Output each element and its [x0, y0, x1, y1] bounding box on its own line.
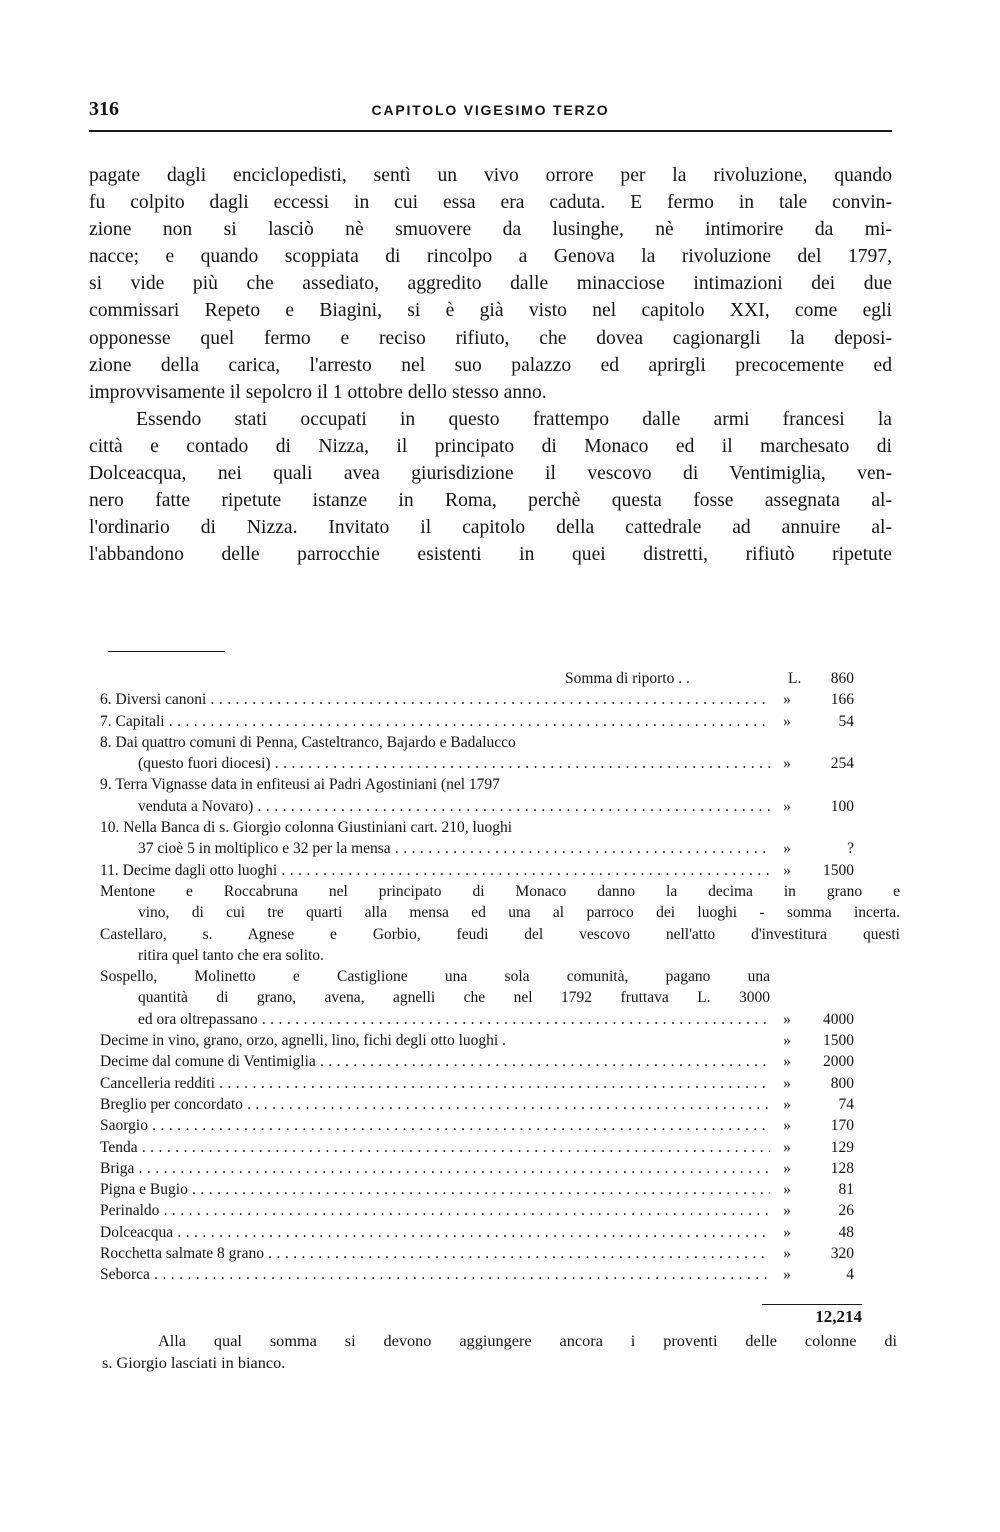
text-line: l'abbandono delle parrocchie esistenti in quei distretti, rifiutò ripetute [89, 544, 892, 566]
ledger-value: 48 [838, 1223, 854, 1241]
ditto-mark: » [783, 1032, 791, 1050]
ledger-note: quantità di grano, avena, agnelli che nel 1792 fruttava L. 3000 [138, 989, 770, 1007]
text-line: zione non si lasciò nè smuovere da lusinghe, nè intimorire da mi- [89, 219, 892, 241]
ledger-value: 81 [838, 1181, 854, 1199]
ledger-note: Sospello, Molinetto e Castiglione una sola comunità, pagano una [100, 968, 770, 986]
ledger-value: 1500 [823, 1032, 854, 1050]
ledger-row [100, 753, 900, 774]
ditto-mark: » [783, 1181, 791, 1199]
footnote-divider [108, 651, 225, 652]
ledger-value: 2000 [823, 1053, 854, 1071]
ledger-row [100, 774, 900, 795]
ditto-mark: » [783, 1117, 791, 1135]
ledger-label: 37 cioè 5 in moltiplico e 32 per la mensa . . . [138, 838, 770, 859]
ledger-row [100, 1051, 900, 1072]
chapter-title: CAPITOLO VIGESIMO TERZO [371, 102, 610, 118]
ditto-mark: » [783, 1266, 791, 1284]
ledger-row [100, 860, 900, 881]
ledger-label: Tenda . . . [100, 1137, 770, 1158]
ditto-mark: » [783, 797, 791, 815]
ledger-value: ? [847, 840, 854, 858]
text-line: commissari Repeto e Biagini, si è già visto nel capitolo XXI, come egli [89, 300, 892, 322]
ditto-mark: » [783, 1074, 791, 1092]
ledger-row [100, 1243, 900, 1264]
ledger-value: 170 [830, 1117, 854, 1135]
text-line: Dolceacqua, nei quali avea giurisdizione il vescovo di Ventimiglia, ven- [89, 463, 892, 485]
ledger-label: venduta a Novaro) . . . [138, 796, 770, 817]
ledger-row [100, 1115, 900, 1136]
ledger-label: (questo fuori diocesi) . . . [138, 753, 770, 774]
ditto-mark: » [783, 1095, 791, 1113]
ledger-label: 9. Terra Vignasse data in enfiteusi ai Padri Agostiniani (nel 1797 [100, 776, 500, 794]
ditto-mark: » [783, 691, 791, 709]
ledger-label: Pigna e Bugio . . . [100, 1179, 770, 1200]
ledger-row [100, 732, 900, 753]
ledger-value: 54 [838, 712, 854, 730]
text-line: nacce; e quando scoppiata di rincolpo a Genova la rivoluzione del 1797, [89, 246, 892, 268]
currency-symbol: L. [788, 670, 802, 687]
revenue-ledger [100, 668, 900, 1286]
ledger-value: 166 [830, 691, 854, 709]
ditto-mark: » [783, 712, 791, 730]
text-line: improvvisamente il sepolcro il 1 ottobre dello stesso anno. [89, 381, 547, 403]
ledger-label: 7. Capitali . . . [100, 711, 770, 732]
ledger-row [100, 796, 900, 817]
ledger-row [100, 1137, 900, 1158]
ledger-label: Decime dal comune di Ventimiglia . . . [100, 1051, 770, 1072]
ledger-value: 100 [830, 797, 854, 815]
ledger-note-row [100, 881, 900, 902]
ditto-mark: » [783, 755, 791, 773]
ditto-mark: » [783, 840, 791, 858]
ledger-row [100, 711, 900, 732]
text-line: nero fatte ripetute istanze in Roma, perchè questa fosse assegnata al- [89, 490, 892, 512]
ledger-note-row [100, 966, 900, 987]
ledger-value: 320 [830, 1245, 854, 1263]
ledger-label: 10. Nella Banca di s. Giorgio colonna Giustiniani cart. 210, luoghi [100, 819, 513, 837]
text-line: città e contado di Nizza, il principato di Monaco ed il marchesato di [89, 435, 892, 457]
ledger-value: 4 [846, 1266, 854, 1284]
ledger-value: 128 [830, 1159, 854, 1177]
ledger-row [100, 1222, 900, 1243]
ditto-mark: » [783, 1202, 791, 1220]
ledger-row [100, 1094, 900, 1115]
ledger-label: Breglio per concordato . . . [100, 1094, 770, 1115]
closing-note [102, 1330, 897, 1374]
ledger-label: Saorgio . . . [100, 1115, 770, 1136]
ledger-note-row [100, 945, 900, 966]
running-header [89, 96, 892, 132]
ledger-value: 129 [830, 1138, 854, 1156]
text-line: l'ordinario di Nizza. Invitato il capitolo della cattedrale ad annuire al- [89, 517, 892, 539]
carry-forward-value: 860 [830, 670, 854, 687]
ledger-row [100, 689, 900, 710]
ditto-mark: » [783, 861, 791, 879]
ledger-note-row [100, 987, 900, 1008]
carry-forward-row [100, 668, 900, 689]
ledger-label: 6. Diversi canoni . . . [100, 689, 770, 710]
grand-total: 12,214 [815, 1307, 862, 1326]
ditto-mark: » [783, 1245, 791, 1263]
ditto-mark: » [783, 1138, 791, 1156]
page-number: 316 [89, 98, 119, 120]
ledger-row [100, 1179, 900, 1200]
ledger-note: Mentone e Roccabruna nel principato di Monaco danno la decima in grano e [100, 882, 900, 900]
ledger-note: ritira quel tanto che era solito. [138, 946, 324, 964]
ledger-row [100, 1158, 900, 1179]
ledger-note-row [100, 902, 900, 923]
ledger-label: Briga . . . [100, 1158, 770, 1179]
ditto-mark: » [783, 1223, 791, 1241]
ledger-row [100, 1200, 900, 1221]
ledger-note: Castellaro, s. Agnese e Gorbio, feudi del vescovo nell'atto d'investitura questi [100, 925, 900, 943]
text-line: pagate dagli enciclopedisti, sentì un vivo orrore per la rivoluzione, quando [89, 165, 892, 186]
ledger-row [100, 1030, 900, 1051]
ledger-value: 26 [838, 1202, 854, 1220]
ledger-row [100, 1009, 900, 1030]
ledger-label: 11. Decime dagli otto luoghi . . . [100, 860, 770, 881]
ledger-row [100, 838, 900, 859]
ledger-value: 1500 [823, 861, 854, 879]
ledger-label: 8. Dai quattro comuni di Penna, Casteltranco, Bajardo e Badalucco [100, 733, 516, 751]
text-line: Alla qual somma si devono aggiungere ancora i proventi delle colonne di [158, 1331, 897, 1350]
text-line: si vide più che assediato, aggredito dalle minacciose intimazioni dei due [89, 273, 892, 295]
ledger-value: 74 [838, 1095, 854, 1113]
ledger-label: Cancelleria redditi . . . [100, 1073, 770, 1094]
carry-forward-label: Somma di riporto . . [565, 670, 690, 687]
ledger-row [100, 817, 900, 838]
ledger-label: Perinaldo . . . [100, 1200, 770, 1221]
ledger-label: ed ora oltrepassano . . . [138, 1009, 770, 1030]
ledger-row [100, 1264, 900, 1285]
ledger-label: Seborca . . . [100, 1264, 770, 1285]
text-line: zione della carica, l'arresto nel suo palazzo ed aprirgli precocemente ed [89, 354, 892, 376]
text-line: s. Giorgio lasciati in bianco. [102, 1353, 286, 1372]
ditto-mark: » [783, 1010, 791, 1028]
ditto-mark: » [783, 1159, 791, 1177]
ledger-note: vino, di cui tre quarti alla mensa ed una al parroco dei luoghi - somma incerta. [138, 904, 900, 922]
ledger-row [100, 1073, 900, 1094]
ledger-value: 4000 [823, 1010, 854, 1028]
text-line: Essendo stati occupati in questo frattempo dalle armi francesi la [136, 408, 892, 430]
text-line: opponesse quel fermo e reciso rifiuto, che dovea cagionargli la deposi- [89, 327, 892, 349]
ledger-value: 254 [830, 755, 854, 773]
text-line: fu colpito dagli eccessi in cui essa era caduta. E fermo in tale convin- [89, 192, 892, 214]
ledger-label: Dolceacqua . . . [100, 1222, 770, 1243]
ledger-label: Decime in vino, grano, orzo, agnelli, lino, fichi degli otto luoghi . [100, 1032, 506, 1050]
ditto-mark: » [783, 1053, 791, 1071]
ledger-value: 800 [830, 1074, 854, 1092]
body-text [89, 162, 892, 568]
ledger-label: Rocchetta salmate 8 grano . . . [100, 1243, 770, 1264]
ledger-note-row [100, 924, 900, 945]
